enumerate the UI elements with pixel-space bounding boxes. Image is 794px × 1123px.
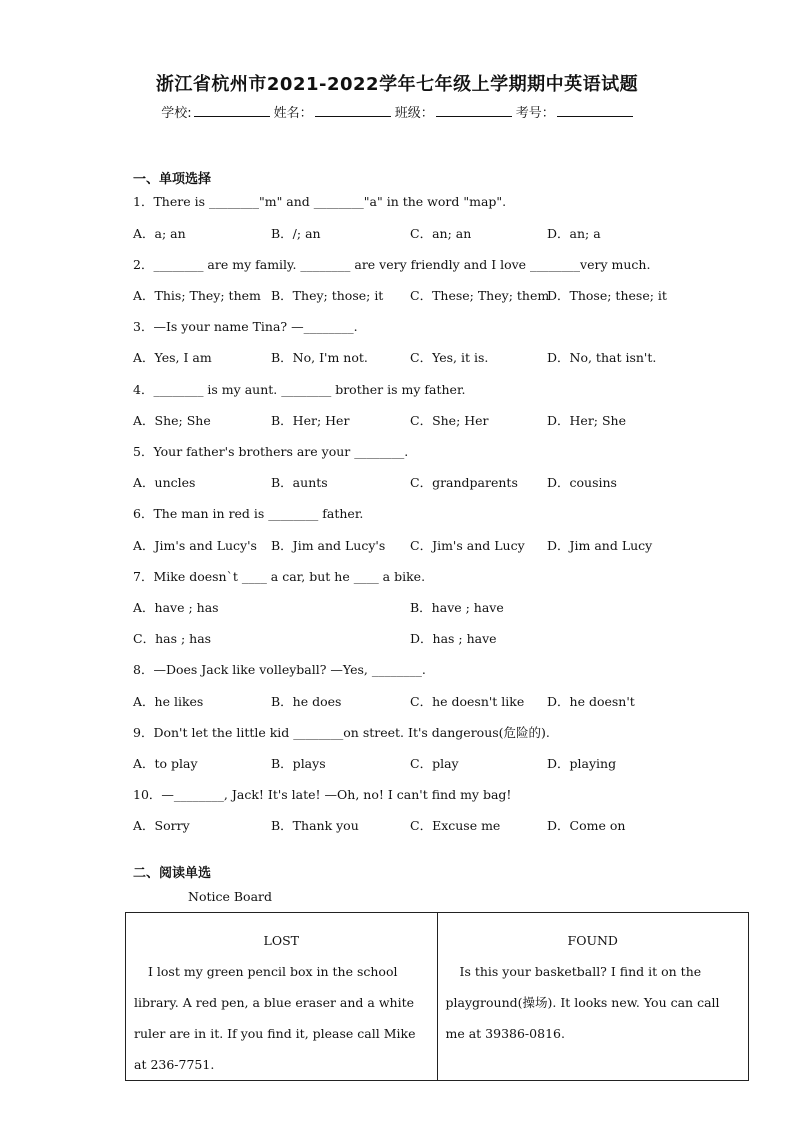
question-2-option-b[interactable]: B．They; those; it [271, 288, 384, 303]
question-8: 8．—Does Jack like volleyball? —Yes, ________. [133, 662, 426, 677]
student-info-line [0, 102, 794, 121]
question-1: 1．There is ________"m" and ________"a" in the word "map". [133, 194, 507, 209]
notice-board-table [125, 912, 749, 1081]
question-7-option-d[interactable]: D．has ; have [410, 631, 497, 646]
question-6-option-c[interactable]: C．Jim's and Lucy [410, 538, 525, 553]
question-4-option-d[interactable]: D．Her; She [547, 413, 626, 428]
question-10-option-b[interactable]: B．Thank you [271, 818, 359, 833]
question-8-option-b[interactable]: B．he does [271, 694, 342, 709]
question-2: 2．________ are my family. ________ are very friendly and I love ________very much. [133, 257, 651, 272]
found-notice [437, 913, 749, 1081]
question-8-option-a[interactable]: A．he likes [133, 694, 204, 709]
question-6: 6．The man in red is ________ father. [133, 506, 364, 521]
question-4-option-c[interactable]: C．She; Her [410, 413, 489, 428]
question-4: 4．________ is my aunt. ________ brother is my father. [133, 382, 466, 397]
question-2-option-c[interactable]: C．These; They; them [410, 288, 550, 303]
question-7-option-c[interactable]: C．has ; has [133, 631, 212, 646]
question-5-option-b[interactable]: B．aunts [271, 475, 328, 490]
question-5-option-c[interactable]: C．grandparents [410, 475, 518, 490]
section-heading-single-choice: 一、单项选择 [133, 172, 212, 187]
section-heading-reading: 二、阅读单选 [133, 866, 212, 881]
question-3-option-a[interactable]: A．Yes, I am [133, 350, 212, 365]
question-6-option-a[interactable]: A．Jim's and Lucy's [133, 538, 257, 553]
question-10-option-c[interactable]: C．Excuse me [410, 818, 501, 833]
question-7-option-a[interactable]: A．have ; has [133, 600, 219, 615]
notice-board-title: Notice Board [188, 889, 272, 904]
exam-number-label: 考号： [515, 106, 555, 121]
question-3-option-b[interactable]: B．No, I'm not. [271, 350, 368, 365]
question-1-option-c[interactable]: C．an; an [410, 226, 472, 241]
question-3-option-d[interactable]: D．No, that isn't. [547, 350, 657, 365]
question-9-option-b[interactable]: B．plays [271, 756, 326, 771]
question-7-option-b[interactable]: B．have ; have [410, 600, 504, 615]
question-5: 5．Your father's brothers are your ________. [133, 444, 409, 459]
question-4-option-a[interactable]: A．She; She [133, 413, 211, 428]
question-3-option-c[interactable]: C．Yes, it is. [410, 350, 489, 365]
class-blank [436, 104, 512, 117]
lost-notice [126, 913, 438, 1081]
school-blank [194, 104, 270, 117]
question-2-option-d[interactable]: D．Those; these; it [547, 288, 667, 303]
question-3: 3．—Is your name Tina? —________. [133, 319, 358, 334]
question-10-option-d[interactable]: D．Come on [547, 818, 626, 833]
question-8-option-c[interactable]: C．he doesn't like [410, 694, 525, 709]
question-6-option-d[interactable]: D．Jim and Lucy [547, 538, 653, 553]
school-label: 学校: [161, 106, 192, 121]
exam-number-blank [557, 104, 633, 117]
question-1-option-b[interactable]: B．/; an [271, 226, 321, 241]
lost-heading: LOST [263, 933, 299, 948]
name-label: 姓名： [273, 106, 313, 121]
found-heading: FOUND [567, 933, 618, 948]
class-label: 班级： [394, 106, 434, 121]
question-4-option-b[interactable]: B．Her; Her [271, 413, 350, 428]
question-6-option-b[interactable]: B．Jim and Lucy's [271, 538, 386, 553]
question-1-option-a[interactable]: A．a; an [133, 226, 186, 241]
lost-body: I lost my green pencil box in the school library. A red pen, a blue eraser and a white ruler are in it. If you find it, please call Mike at 236-7751. [134, 964, 416, 1072]
found-body: Is this your basketball? I find it on the playground(操场). It looks new. You can call me at 39386-0816. [445, 964, 720, 1041]
question-5-option-a[interactable]: A．uncles [133, 475, 196, 490]
question-1-option-d[interactable]: D．an; a [547, 226, 601, 241]
question-10: 10．—________, Jack! It's late! —Oh, no! I can't find my bag! [133, 787, 512, 802]
question-5-option-d[interactable]: D．cousins [547, 475, 617, 490]
question-10-option-a[interactable]: A．Sorry [133, 818, 190, 833]
question-9-option-a[interactable]: A．to play [133, 756, 198, 771]
question-7: 7．Mike doesn`t ____ a car, but he ____ a bike. [133, 569, 426, 584]
page-title: 浙江省杭州市2021-2022学年七年级上学期期中英语试题 [155, 74, 639, 95]
question-9: 9．Don't let the little kid ________on street. It's dangerous(危险的). [133, 725, 550, 740]
question-8-option-d[interactable]: D．he doesn't [547, 694, 635, 709]
question-9-option-d[interactable]: D．playing [547, 756, 617, 771]
question-2-option-a[interactable]: A．This; They; them [133, 288, 261, 303]
question-9-option-c[interactable]: C．play [410, 756, 459, 771]
name-blank [315, 104, 391, 117]
